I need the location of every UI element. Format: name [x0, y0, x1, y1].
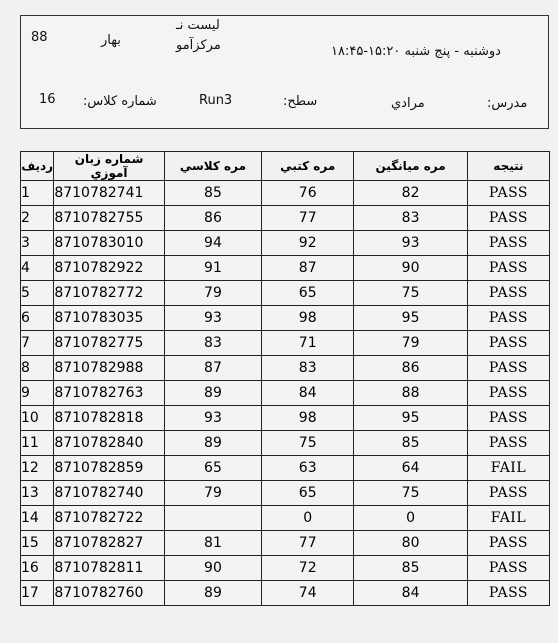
teacher-name: مرادي	[391, 96, 425, 111]
level-value: Run3	[199, 93, 233, 108]
col-class-score-header: مره كلاسي	[164, 152, 261, 181]
class-score-cell: 65	[164, 456, 261, 481]
class-score-cell: 93	[164, 306, 261, 331]
row-number-cell: 3	[21, 231, 54, 256]
class-score-cell: 89	[164, 581, 261, 606]
table-row	[21, 281, 550, 306]
written-score-cell: 0	[262, 506, 354, 531]
written-score-cell: 83	[262, 356, 354, 381]
row-number-cell: 8	[21, 356, 54, 381]
table-row	[21, 181, 550, 206]
average-score-cell: 85	[354, 556, 468, 581]
table-row	[21, 306, 550, 331]
student-id-cell: 8710782827	[54, 531, 164, 556]
result-cell: PASS	[467, 581, 549, 606]
schedule-text: دوشنبه - پنج شنبه ۱۵:۲۰-۱۸:۴۵	[331, 44, 501, 59]
written-score-cell: 92	[262, 231, 354, 256]
table-row	[21, 231, 550, 256]
average-score-cell: 93	[354, 231, 468, 256]
student-id-cell: 8710782763	[54, 381, 164, 406]
class-score-cell: 93	[164, 406, 261, 431]
grades-table-body	[21, 181, 550, 606]
written-score-cell: 84	[262, 381, 354, 406]
row-number-cell: 13	[21, 481, 54, 506]
average-score-cell: 75	[354, 281, 468, 306]
average-score-cell: 88	[354, 381, 468, 406]
table-header-row	[21, 152, 550, 181]
average-score-cell: 80	[354, 531, 468, 556]
average-score-cell: 0	[354, 506, 468, 531]
result-cell: PASS	[467, 356, 549, 381]
student-id-cell: 8710782840	[54, 431, 164, 456]
class-number-value: 16	[39, 92, 56, 107]
student-id-cell: 8710783010	[54, 231, 164, 256]
student-id-cell: 8710782772	[54, 281, 164, 306]
header-box	[20, 15, 549, 129]
student-id-cell: 8710782988	[54, 356, 164, 381]
row-number-cell: 7	[21, 331, 54, 356]
written-score-cell: 87	[262, 256, 354, 281]
row-number-cell: 11	[21, 431, 54, 456]
class-score-cell: 94	[164, 231, 261, 256]
col-student-id-header: شماره زبان آموزي	[54, 152, 164, 181]
result-cell: PASS	[467, 281, 549, 306]
average-score-cell: 86	[354, 356, 468, 381]
written-score-cell: 74	[262, 581, 354, 606]
table-row	[21, 331, 550, 356]
row-number-cell: 16	[21, 556, 54, 581]
written-score-cell: 71	[262, 331, 354, 356]
grades-table	[20, 151, 550, 606]
average-score-cell: 82	[354, 181, 468, 206]
student-id-cell: 8710782818	[54, 406, 164, 431]
student-id-cell: 8710782859	[54, 456, 164, 481]
class-score-cell: 87	[164, 356, 261, 381]
written-score-cell: 77	[262, 206, 354, 231]
written-score-cell: 98	[262, 306, 354, 331]
average-score-cell: 95	[354, 406, 468, 431]
table-row	[21, 381, 550, 406]
written-score-cell: 65	[262, 281, 354, 306]
class-score-cell: 89	[164, 431, 261, 456]
table-row	[21, 531, 550, 556]
term-label: بهار	[101, 33, 121, 48]
class-score-cell: 91	[164, 256, 261, 281]
row-number-cell: 10	[21, 406, 54, 431]
average-score-cell: 90	[354, 256, 468, 281]
class-score-cell	[164, 506, 261, 531]
class-number-label: شماره كلاس:	[83, 94, 157, 109]
table-row	[21, 581, 550, 606]
row-number-cell: 14	[21, 506, 54, 531]
written-score-cell: 76	[262, 181, 354, 206]
average-score-cell: 95	[354, 306, 468, 331]
student-id-cell: 8710782722	[54, 506, 164, 531]
table-row	[21, 206, 550, 231]
student-id-cell: 8710783035	[54, 306, 164, 331]
row-number-cell: 9	[21, 381, 54, 406]
list-title: ليست نـ	[176, 18, 220, 33]
level-label: سطح:	[283, 94, 318, 109]
col-result-header: نتيجه	[467, 152, 549, 181]
result-cell: PASS	[467, 481, 549, 506]
row-number-cell: 15	[21, 531, 54, 556]
row-number-cell: 17	[21, 581, 54, 606]
written-score-cell: 63	[262, 456, 354, 481]
class-score-cell: 89	[164, 381, 261, 406]
row-number-cell: 12	[21, 456, 54, 481]
result-cell: PASS	[467, 381, 549, 406]
student-id-cell: 8710782755	[54, 206, 164, 231]
written-score-cell: 77	[262, 531, 354, 556]
class-score-cell: 81	[164, 531, 261, 556]
row-number-cell: 4	[21, 256, 54, 281]
class-score-cell: 79	[164, 481, 261, 506]
table-row	[21, 506, 550, 531]
result-cell: PASS	[467, 331, 549, 356]
class-score-cell: 79	[164, 281, 261, 306]
average-score-cell: 64	[354, 456, 468, 481]
class-score-cell: 83	[164, 331, 261, 356]
result-cell: PASS	[467, 181, 549, 206]
class-score-cell: 85	[164, 181, 261, 206]
col-written-score-header: مره كتبي	[262, 152, 354, 181]
class-score-cell: 86	[164, 206, 261, 231]
student-id-cell: 8710782922	[54, 256, 164, 281]
result-cell: PASS	[467, 306, 549, 331]
result-cell: PASS	[467, 431, 549, 456]
teacher-label: مدرس:	[487, 96, 528, 111]
student-id-cell: 8710782811	[54, 556, 164, 581]
written-score-cell: 65	[262, 481, 354, 506]
student-id-cell: 8710782740	[54, 481, 164, 506]
row-number-cell: 5	[21, 281, 54, 306]
row-number-cell: 1	[21, 181, 54, 206]
average-score-cell: 84	[354, 581, 468, 606]
table-row	[21, 481, 550, 506]
table-row	[21, 256, 550, 281]
result-cell: PASS	[467, 231, 549, 256]
class-code: 88	[31, 30, 48, 45]
col-row-header: رديف	[21, 152, 54, 181]
result-cell: PASS	[467, 531, 549, 556]
table-row	[21, 356, 550, 381]
class-score-cell: 90	[164, 556, 261, 581]
row-number-cell: 2	[21, 206, 54, 231]
written-score-cell: 98	[262, 406, 354, 431]
table-row	[21, 406, 550, 431]
result-cell: FAIL	[467, 456, 549, 481]
table-row	[21, 556, 550, 581]
average-score-cell: 75	[354, 481, 468, 506]
written-score-cell: 72	[262, 556, 354, 581]
average-score-cell: 79	[354, 331, 468, 356]
table-row	[21, 456, 550, 481]
col-average-header: مره ميانگين	[354, 152, 468, 181]
result-cell: PASS	[467, 556, 549, 581]
student-id-cell: 8710782760	[54, 581, 164, 606]
result-cell: PASS	[467, 206, 549, 231]
result-cell: PASS	[467, 256, 549, 281]
average-score-cell: 83	[354, 206, 468, 231]
student-id-cell: 8710782741	[54, 181, 164, 206]
result-cell: PASS	[467, 406, 549, 431]
center-name: مركزآمو	[176, 38, 221, 53]
table-row	[21, 431, 550, 456]
result-cell: FAIL	[467, 506, 549, 531]
written-score-cell: 75	[262, 431, 354, 456]
average-score-cell: 85	[354, 431, 468, 456]
student-id-cell: 8710782775	[54, 331, 164, 356]
row-number-cell: 6	[21, 306, 54, 331]
